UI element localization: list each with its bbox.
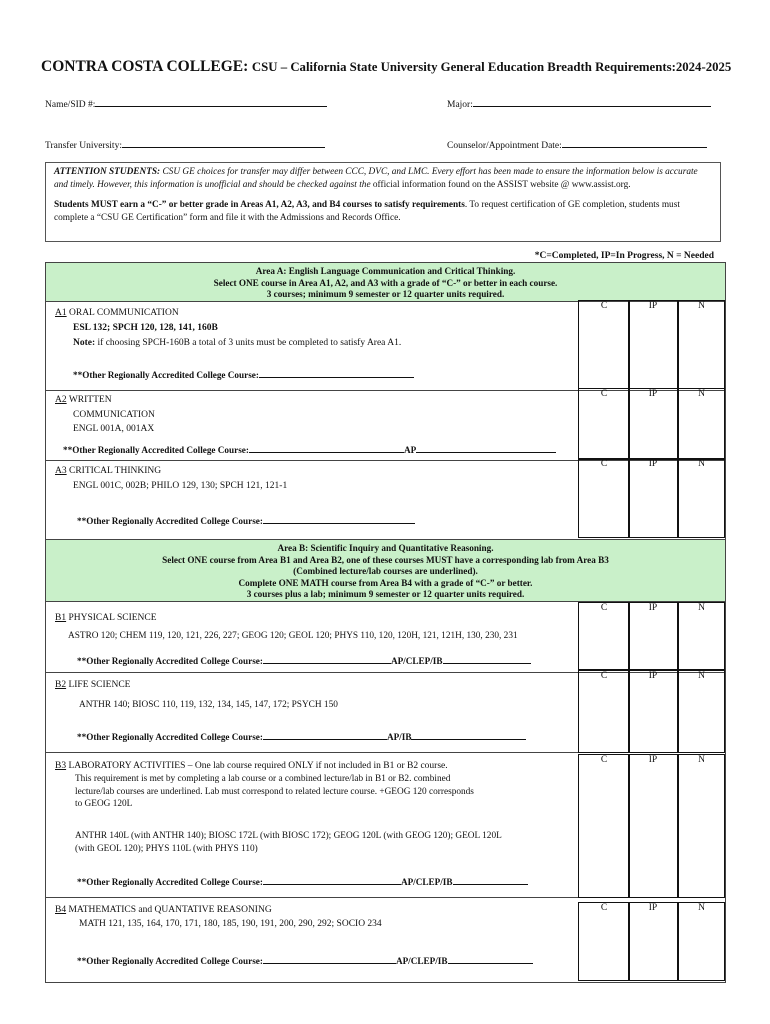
- area-b4: B4 MATHEMATICS and QUANTATIVE REASONING MATH 121, 135, 164, 170, 171, 180, 185, 190, 191, 200, 290, 292; SOCIO 234: [55, 903, 575, 931]
- certification-note: . To request certification of GE completion, students must complete a “CSU GE Certification” form and file it with the Admissions and Records Office.: [54, 200, 680, 223]
- b4-status-n-box[interactable]: [678, 902, 725, 981]
- b2-status-ip-box[interactable]: [628, 670, 678, 753]
- b4-other-course[interactable]: **Other Regionally Accredited College Course: AP/CLEP/IB: [77, 954, 533, 966]
- b2-courses: ANTHR 140; BIOSC 110, 119, 132, 134, 145, 147, 172; PSYCH 150: [79, 700, 338, 710]
- b3-status-ip-box[interactable]: [628, 754, 678, 898]
- a3-status-c-box[interactable]: [578, 458, 630, 538]
- a2-status-n-label: N: [698, 389, 705, 399]
- b3-other-course[interactable]: **Other Regionally Accredited College Course: AP/CLEP/IB: [77, 875, 528, 887]
- a3-other-course[interactable]: **Other Regionally Accredited College Course:: [77, 514, 415, 526]
- a2-status-ip-label: IP: [648, 389, 658, 399]
- attention-text: CSU GE choices for transfer may differ between CCC, DVC, and LMC. Every effort has been made to ensure the information below is accurate and timely. However, this information is unofficial and should be checked against the: [54, 167, 698, 190]
- a1-status-ip-box[interactable]: [628, 300, 678, 389]
- a1-courses: ESL 132; SPCH 120, 128, 141, 160B: [73, 323, 218, 333]
- a1-other-course[interactable]: **Other Regionally Accredited College Course:: [73, 368, 414, 380]
- counselor-line[interactable]: [562, 138, 707, 148]
- b4-status-c-box[interactable]: [578, 902, 630, 981]
- major-field[interactable]: Major:: [447, 97, 711, 110]
- attention-lead: ATTENTION STUDENTS:: [54, 167, 161, 177]
- assist-info: official information found on the ASSIST website @ www.assist.org.: [372, 179, 631, 190]
- transfer-university-field[interactable]: Transfer University:: [45, 138, 325, 151]
- b3-status-c-label: C: [600, 755, 608, 765]
- a1-status-n-label: N: [698, 301, 705, 311]
- name-sid-line[interactable]: [95, 97, 327, 107]
- b4-status-ip-box[interactable]: [628, 902, 678, 981]
- area-a1: A1 ORAL COMMUNICATION ESL 132; SPCH 120, 128, 141, 160B Note: if choosing SPCH-160B a total of 3 units must be completed to satisfy Area A1.: [55, 306, 575, 350]
- a3-status-n-box[interactable]: [678, 458, 725, 538]
- counselor-date-field[interactable]: Counselor/Appointment Date:: [447, 138, 707, 151]
- b2-status-n-label: N: [698, 671, 705, 681]
- area-a2: A2 WRITTEN COMMUNICATION ENGL 001A, 001AX: [55, 393, 575, 436]
- college-name: CONTRA COSTA COLLEGE:: [41, 58, 249, 75]
- a1-status-c-label: C: [600, 301, 608, 311]
- form-title: CSU – California State University General Education Breadth Requirements:2024-2025: [251, 60, 732, 74]
- a3-status-n-label: N: [698, 459, 705, 469]
- area-b3: B3 LABORATORY ACTIVITIES – One lab course required ONLY if not included in B1 or B2 course. This requirement is met by completing a lab course or a combined lecture/lab in B1 or B2. combined lecture/lab courses are underlined. Lab must correspond to related lecture course. +GEOG 120 corresponds to GEOG 120L: [55, 761, 474, 809]
- b4-status-n-label: N: [698, 903, 705, 913]
- a3-courses: ENGL 001C, 002B; PHILO 129, 130; SPCH 121, 121-1: [73, 481, 288, 491]
- b3-courses: ANTHR 140L (with ANTHR 140); BIOSC 172L (with BIOSC 172); GEOG 120L (with GEOG 120); GEOL 120L (with GEOL 120); PHYS 110L (with PHYS 110): [75, 831, 502, 854]
- status-legend: *C=Completed, IP=In Progress, N = Needed: [534, 251, 714, 261]
- area-b-header: Area B: Scientific Inquiry and Quantitative Reasoning. Select ONE course from Area B1 and Area B2, one of these courses MUST have a corresponding lab from Area B3 (Combined lecture/lab courses are underlined). Complete ONE MATH course from Area B4 with a grade of “C-” or better. 3 courses plus a lab; minimum 9 semester or 12 quarter units required.: [46, 539, 725, 602]
- b1-status-c-label: C: [600, 603, 608, 613]
- page-title: [41, 58, 741, 76]
- b3-status-ip-label: IP: [648, 755, 658, 765]
- name-sid-field[interactable]: Name/SID #:: [45, 97, 327, 110]
- b2-status-n-box[interactable]: [678, 670, 725, 753]
- b1-courses: ASTRO 120; CHEM 119, 120, 121, 226, 227; GEOG 120; GEOL 120; PHYS 110, 120, 120H, 121, 121H, 130, 230, 231: [68, 631, 518, 641]
- a1-status-c-box[interactable]: [578, 300, 630, 389]
- b2-status-ip-label: IP: [648, 671, 658, 681]
- b4-status-c-label: C: [600, 903, 608, 913]
- a2-other-course[interactable]: **Other Regionally Accredited College Course: AP: [63, 443, 556, 455]
- a3-status-ip-label: IP: [648, 459, 658, 469]
- b4-status-ip-label: IP: [648, 903, 658, 913]
- a1-status-n-box[interactable]: [678, 300, 725, 389]
- a3-status-ip-box[interactable]: [628, 458, 678, 538]
- major-line[interactable]: [473, 97, 711, 107]
- b3-status-c-box[interactable]: [578, 754, 630, 898]
- transfer-line[interactable]: [122, 138, 325, 148]
- a2-courses: ENGL 001A, 001AX: [73, 424, 155, 434]
- b1-other-course[interactable]: **Other Regionally Accredited College Course: AP/CLEP/IB: [77, 654, 531, 666]
- grade-requirement: Students MUST earn a “C-” or better grade in Areas A1, A2, A3, and B4 courses to satisfy requirements: [54, 200, 465, 210]
- a1-status-ip-label: IP: [648, 301, 658, 311]
- a3-status-c-label: C: [600, 459, 608, 469]
- b4-courses: MATH 121, 135, 164, 170, 171, 180, 185, 190, 191, 200, 290, 292; SOCIO 234: [79, 919, 382, 929]
- a2-status-c-label: C: [600, 389, 608, 399]
- area-a-header: Area A: English Language Communication and Critical Thinking. Select ONE course in Area A1, A2, and A3 with a grade of “C-” or better in each course. 3 courses; minimum 9 semester or 12 quarter units required.: [46, 263, 725, 302]
- b1-status-ip-label: IP: [648, 603, 658, 613]
- area-b1: B1 PHYSICAL SCIENCE: [55, 613, 157, 623]
- attention-box: [45, 162, 721, 242]
- b2-status-c-label: C: [600, 671, 608, 681]
- b2-status-c-box[interactable]: [578, 670, 630, 753]
- b1-status-n-label: N: [698, 603, 705, 613]
- b3-status-n-label: N: [698, 755, 705, 765]
- b2-other-course[interactable]: **Other Regionally Accredited College Course: AP/IB: [77, 730, 526, 742]
- area-a3: A3 CRITICAL THINKING ENGL 001C, 002B; PHILO 129, 130; SPCH 121, 121-1: [55, 464, 575, 493]
- area-b2: B2 LIFE SCIENCE: [55, 680, 131, 690]
- b3-status-n-box[interactable]: [678, 754, 725, 898]
